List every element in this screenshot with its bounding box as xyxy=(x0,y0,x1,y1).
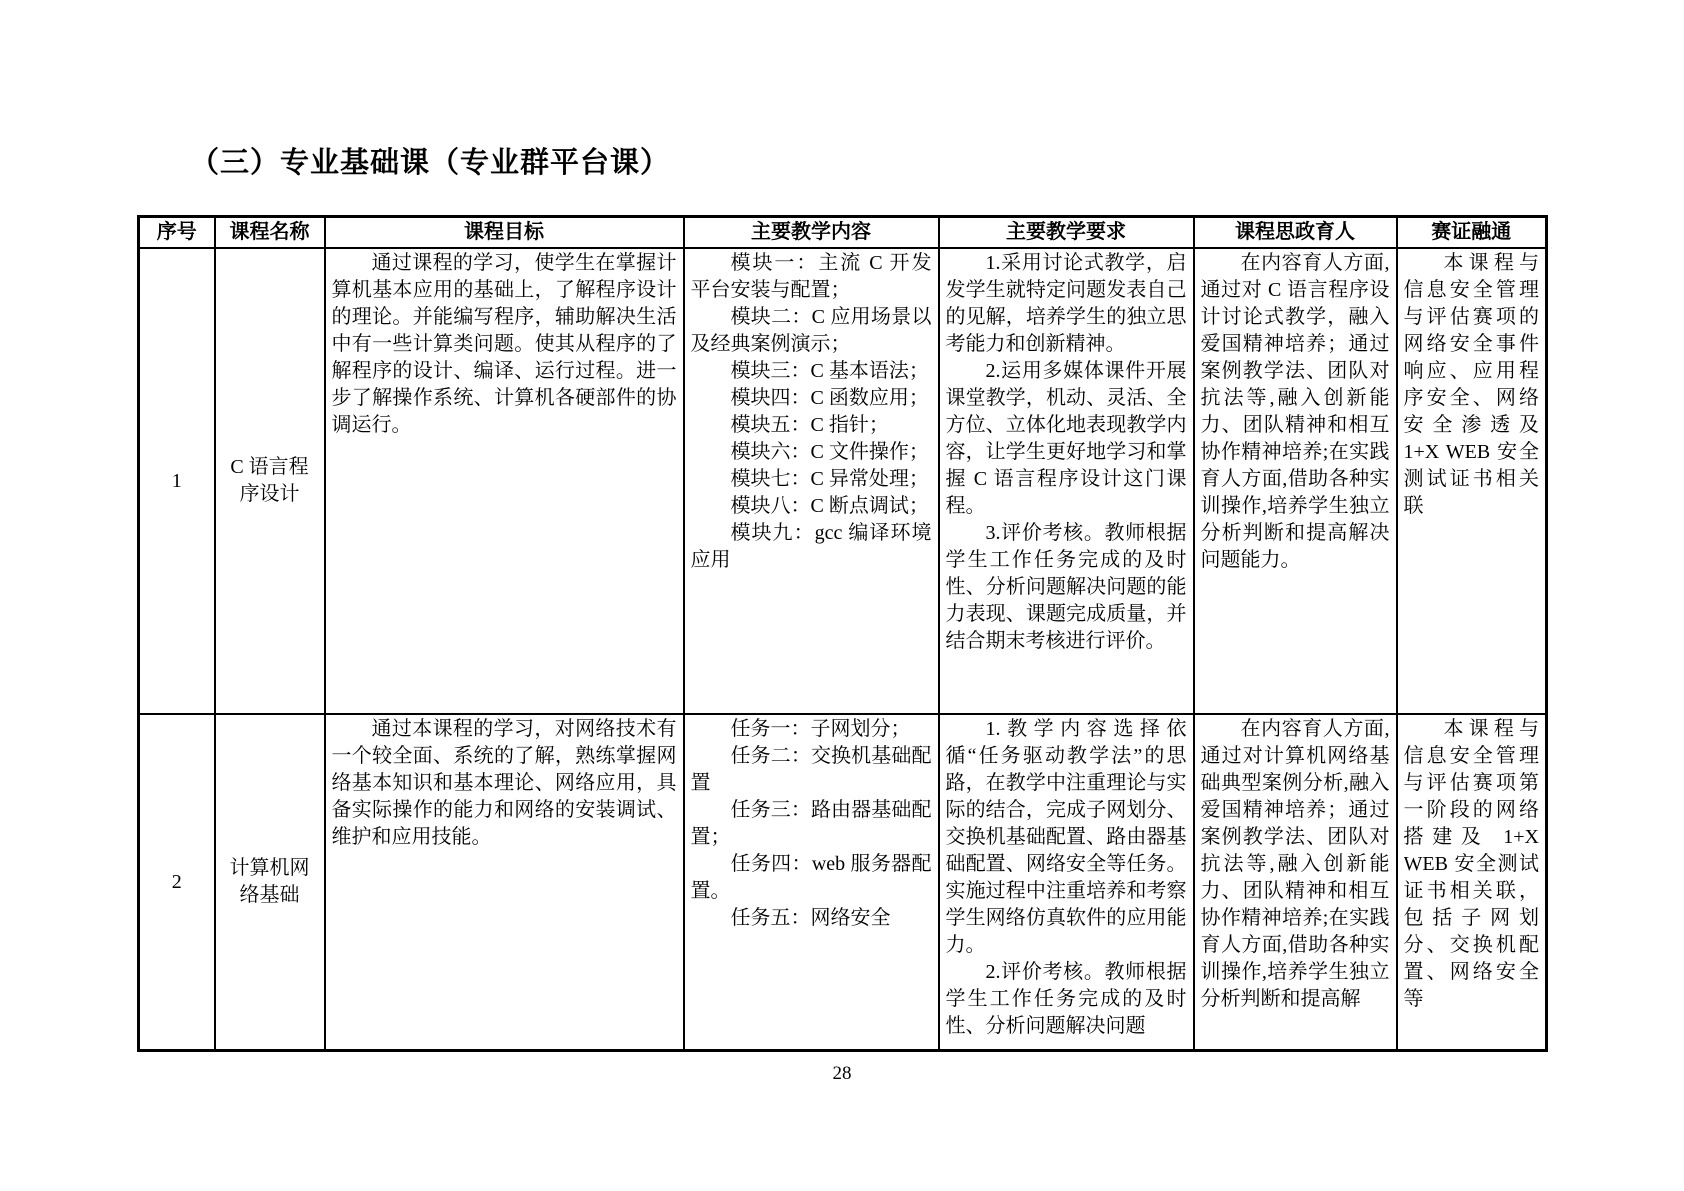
cell-index: 1 xyxy=(139,248,215,714)
page-title: （三）专业基础课（专业群平台课） xyxy=(190,147,671,179)
cell-course-name: 计算机网络基础 xyxy=(215,714,325,1051)
table-header-row xyxy=(139,217,1547,249)
cell-objectives: 通过本课程的学习，对网络技术有一个较全面、系统的了解，熟练掌握网络基本知识和基本理论、网络应用，具备实际操作的能力和网络的安装调试、维护和应用技能。 xyxy=(325,714,684,1051)
col-header-teaching-requirements: 主要教学要求 xyxy=(939,217,1194,249)
cell-teaching-content: 任务一：子网划分； 任务二：交换机基础配置 任务三：路由器基础配置； 任务四：web 服务器配置。 任务五：网络安全 xyxy=(684,714,939,1051)
col-header-teaching-content: 主要教学内容 xyxy=(684,217,939,249)
cell-teaching-content: 模块一：主流 C 开发平台安装与配置； 模块二：C 应用场景以及经典案例演示； 模块三：C 基本语法； 模块四：C 函数应用； 模块五：C 指针； 模块六：C 文件操作； 模块七：C 异常处理； 模块八：C 断点调试； 模块九：gcc 编译环境应用 xyxy=(684,248,939,714)
cell-teaching-requirements: 1.教学内容选择依循“任务驱动教学法”的思路，在教学中注重理论与实际的结合，完成子网划分、交换机基础配置、路由器基础配置、网络安全等任务。实施过程中注重培养和考察学生网络仿真软件的应用能力。 2.评价考核。教师根据学生工作任务完成的及时性、分析问题解决问题 xyxy=(939,714,1194,1051)
cell-course-name: C 语言程序设计 xyxy=(215,248,325,714)
cell-ideology-education: 在内容育人方面,通过对 C 语言程序设计讨论式教学，融入爱国精神培养；通过案例教学法、团队对抗法等,融入创新能力、团队精神和相互协作精神培养;在实践育人方面,借助各种实训操作,培养学生独立分析判断和提高解决问题能力。 xyxy=(1194,248,1397,714)
cell-index: 2 xyxy=(139,714,215,1051)
page-number: 28 xyxy=(832,1063,852,1084)
course-row-2 xyxy=(139,714,1547,1051)
cell-teaching-requirements: 1.采用讨论式教学，启发学生就特定问题发表自己的见解，培养学生的独立思考能力和创新精神。 2.运用多媒体课件开展课堂教学，机动、灵活、全方位、立体化地表现教学内容，让学生更好地学习和掌握 C 语言程序设计这门课程。 3.评价考核。教师根据学生工作任务完成的及时性、分析问题解决问题的能力表现、课题完成质量，并结合期末考核进行评价。 xyxy=(939,248,1194,714)
col-header-course-name: 课程名称 xyxy=(215,217,325,249)
cell-objectives: 通过课程的学习，使学生在掌握计算机基本应用的基础上，了解程序设计的理论。并能编写程序，辅助解决生活中有一些计算类问题。使其从程序的了解程序的设计、编译、运行过程。进一步了解操作系统、计算机各硬部件的协调运行。 xyxy=(325,248,684,714)
cell-certification-integration: 本课程与信息安全管理与评估赛项第一阶段的网络搭建及 1+X WEB 安全测试证书相关联，包括子网划分、交换机配置、网络安全等 xyxy=(1397,714,1547,1051)
col-header-ideology: 课程思政育人 xyxy=(1194,217,1397,249)
course-row-1 xyxy=(139,248,1547,714)
cell-ideology-education: 在内容育人方面,通过对计算机网络基础典型案例分析,融入爱国精神培养；通过案例教学法、团队对抗法等,融入创新能力、团队精神和相互协作精神培养;在实践育人方面,借助各种实训操作,培养学生独立分析判断和提高解 xyxy=(1194,714,1397,1051)
col-header-objectives: 课程目标 xyxy=(325,217,684,249)
col-header-certification: 赛证融通 xyxy=(1397,217,1547,249)
courses-table xyxy=(137,215,1548,1052)
col-header-index: 序号 xyxy=(139,217,215,249)
cell-certification-integration: 本课程与信息安全管理与评估赛项的网络安全事件响应、应用程序安全、网络安全渗透及 1+X WEB 安全测试证书相关联 xyxy=(1397,248,1547,714)
